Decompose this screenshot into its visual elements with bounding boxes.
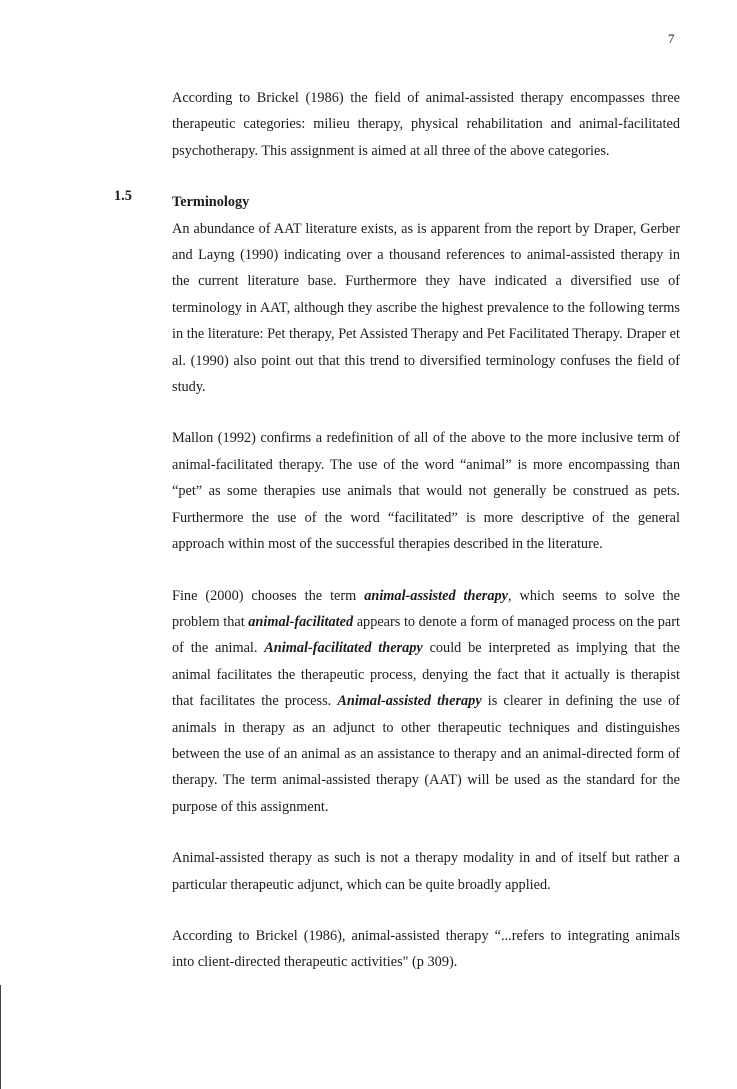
page-number: 7 xyxy=(668,31,675,46)
section-number: 1.5 xyxy=(114,188,132,204)
emphasis-term: animal-assisted therapy xyxy=(364,587,509,604)
text-run: appears to denote a form of managed process on the part of the animal. xyxy=(172,613,680,657)
text-run: , which seems to solve the problem that xyxy=(172,587,680,630)
text-run: could be interpreted as implying that the animal facilitates the therapeutic process, denying the fact that it actually is therapist that facilitates the process. xyxy=(172,640,680,710)
paragraph-mallon: Mallon (1992) confirms a redefinition of all of the above to the more inclusive term of animal-facilitated therapy. The use of the word “animal” is more encompassing than “pet” as some therapies use animals that would not generally be construed as pets. Furthermore the use of the word “facilitated” is more descriptive of the general approach within most of the successful therapies described in the literature. xyxy=(172,430,680,553)
paragraph-fine xyxy=(172,583,680,821)
emphasis-term: Animal-assisted therapy xyxy=(337,693,482,710)
paragraph-adjunct: Animal-assisted therapy as such is not a therapy modality in and of itself but rather a particular therapeutic adjunct, which can be quite broadly applied. xyxy=(172,850,680,893)
section-heading: Terminology xyxy=(172,194,250,211)
scan-edge-line xyxy=(0,985,1,1089)
paragraph-brickel-quote: According to Brickel (1986), animal-assisted therapy “...refers to integrating animals into client-directed therapeutic activities" (p 309). xyxy=(172,927,680,971)
paragraph-aat-literature: An abundance of AAT literature exists, as is apparent from the report by Draper, Gerber and Layng (1990) indicating over a thousand references to animal-assisted therapy in the current literature base. Furthermore they have indicated a diversified use of terminology in AAT, although they ascribe the highest prevalence to the following terms in the literature: Pet therapy, Pet Assisted Therapy and Pet Facilitated Therapy. Draper et al. (1990) also point out that this trend to diversified terminology confuses the field of study. xyxy=(172,220,680,396)
intro-paragraph: According to Brickel (1986) the field of animal-assisted therapy encompasses three therapeutic categories: milieu therapy, physical rehabilitation and animal-facilitated psychotherapy. This assignment is aimed at all three of the above categories. xyxy=(172,90,680,159)
page-body xyxy=(172,85,680,1001)
emphasis-term: animal-facilitated xyxy=(248,613,354,630)
text-run: Fine (2000) chooses the term xyxy=(172,587,365,604)
emphasis-term: Animal-facilitated therapy xyxy=(264,640,423,657)
text-run: is clearer in defining the use of animals in therapy as an adjunct to other therapeutic techniques and distinguishes between the use of an animal as an assistance to therapy and an animal-directed form of therapy. The term animal-assisted therapy (AAT) will be used as the standard for the purpose of this assignment. xyxy=(172,693,680,815)
